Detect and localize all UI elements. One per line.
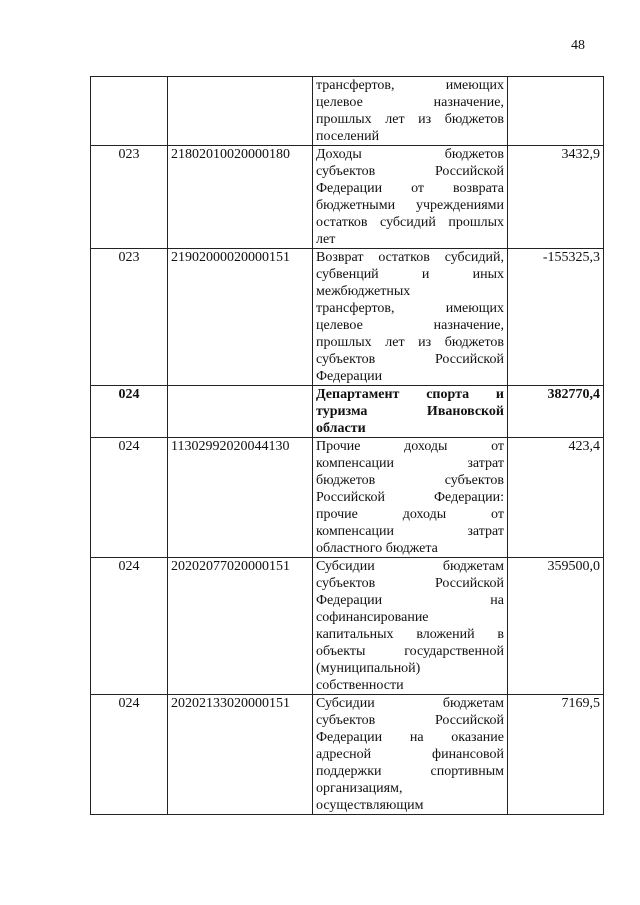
revenue-name-cell [313, 438, 508, 558]
revenue-code-cell: 21802010020000180 [168, 146, 313, 249]
table-row [91, 695, 604, 815]
admin-code-cell: 024 [91, 695, 168, 815]
revenue-name-line: Федерации на [316, 593, 504, 608]
revenue-name-line: Российской Федерации: [316, 490, 504, 505]
revenue-name-line: бюджетов субъектов [316, 473, 504, 488]
revenue-name-line: остатков субсидий прошлых [316, 215, 504, 230]
revenue-name-line: поселений [316, 129, 380, 144]
amount-cell: 3432,9 [508, 146, 604, 249]
revenue-name-line: прочие доходы от [316, 507, 504, 522]
revenue-name-line: трансфертов, имеющих [316, 78, 504, 93]
revenue-name-line: софинансирование [316, 610, 429, 625]
revenue-name-line: целевое назначение, [316, 318, 504, 333]
table-body [91, 77, 604, 815]
revenue-name-cell [313, 386, 508, 438]
revenue-name-cell [313, 77, 508, 146]
revenue-code-cell [168, 386, 313, 438]
table-row [91, 77, 604, 146]
revenue-name-line: целевое назначение, [316, 95, 504, 110]
admin-code-cell: 024 [91, 438, 168, 558]
revenue-name-line: субъектов Российской [316, 164, 504, 179]
amount-cell: 7169,5 [508, 695, 604, 815]
revenue-name-line: Федерации на оказание [316, 730, 504, 745]
revenue-name-line: области [316, 421, 366, 436]
admin-code-cell: 024 [91, 558, 168, 695]
revenue-name-line: субвенций и иных [316, 267, 504, 282]
revenue-name-line: субъектов Российской [316, 352, 504, 367]
revenue-name-line: (муниципальной) [316, 661, 421, 676]
amount-cell: -155325,3 [508, 249, 604, 386]
revenue-name-line: Прочие доходы от [316, 439, 504, 454]
budget-revenue-table [90, 76, 604, 815]
revenue-name-line: Субсидии бюджетам [316, 696, 504, 711]
admin-code-cell [91, 77, 168, 146]
amount-cell: 423,4 [508, 438, 604, 558]
revenue-name-line: прошлых лет из бюджетов [316, 112, 504, 127]
revenue-name-line: капитальных вложений в [316, 627, 504, 642]
table-row [91, 249, 604, 386]
revenue-name-line: объекты государственной [316, 644, 504, 659]
revenue-name-cell [313, 146, 508, 249]
revenue-name-line: прошлых лет из бюджетов [316, 335, 504, 350]
admin-code-cell: 024 [91, 386, 168, 438]
revenue-name-cell [313, 249, 508, 386]
revenue-code-cell: 20202133020000151 [168, 695, 313, 815]
revenue-name-line: субъектов Российской [316, 713, 504, 728]
revenue-code-cell: 11302992020044130 [168, 438, 313, 558]
revenue-name-cell [313, 695, 508, 815]
revenue-name-line: Департамент спорта и [316, 387, 504, 402]
revenue-name-line: адресной финансовой [316, 747, 504, 762]
revenue-code-cell: 21902000020000151 [168, 249, 313, 386]
revenue-name-line: Возврат остатков субсидий, [316, 250, 504, 265]
admin-code-cell: 023 [91, 249, 168, 386]
page-number: 48 [571, 38, 585, 53]
revenue-name-line: компенсации затрат [316, 524, 504, 539]
table-row [91, 438, 604, 558]
revenue-name-line: трансфертов, имеющих [316, 301, 504, 316]
revenue-code-cell: 20202077020000151 [168, 558, 313, 695]
revenue-name-line: межбюджетных [316, 284, 411, 299]
revenue-name-line: лет [316, 232, 336, 247]
revenue-name-line: субъектов Российской [316, 576, 504, 591]
table-row [91, 558, 604, 695]
revenue-name-line: поддержки спортивным [316, 764, 504, 779]
revenue-name-line: бюджетными учреждениями [316, 198, 504, 213]
amount-cell: 382770,4 [508, 386, 604, 438]
amount-cell: 359500,0 [508, 558, 604, 695]
table-row [91, 146, 604, 249]
revenue-name-line: Доходы бюджетов [316, 147, 504, 162]
revenue-name-line: областного бюджета [316, 541, 438, 556]
revenue-name-cell [313, 558, 508, 695]
revenue-name-line: осуществляющим [316, 798, 424, 813]
revenue-name-line: собственности [316, 678, 404, 693]
amount-cell [508, 77, 604, 146]
admin-code-cell: 023 [91, 146, 168, 249]
revenue-name-line: компенсации затрат [316, 456, 504, 471]
revenue-name-line: Субсидии бюджетам [316, 559, 504, 574]
revenue-name-line: организациям, [316, 781, 403, 796]
revenue-name-line: туризма Ивановской [316, 404, 504, 419]
revenue-name-line: Федерации от возврата [316, 181, 504, 196]
revenue-name-line: Федерации [316, 369, 383, 384]
table-row [91, 386, 604, 438]
revenue-code-cell [168, 77, 313, 146]
